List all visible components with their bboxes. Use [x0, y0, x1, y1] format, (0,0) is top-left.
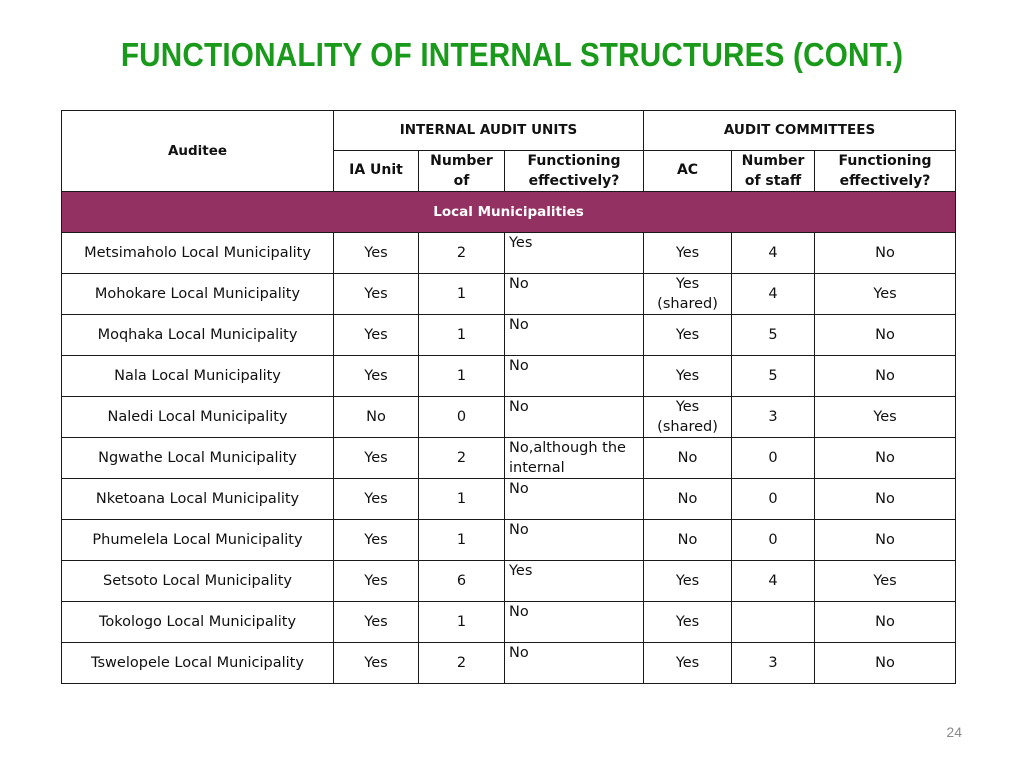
cell-ia-unit: [334, 479, 419, 520]
cell-ia-functioning: [505, 315, 644, 356]
ac-value: Yes: [675, 655, 700, 671]
ac-functioning-value: No: [875, 327, 895, 343]
cell-ac: [644, 356, 732, 397]
ac-number-value: 0: [768, 450, 778, 466]
ia-unit-value: Yes: [364, 327, 388, 343]
cell-ia-unit: [334, 233, 419, 274]
cell-ac: [644, 479, 732, 520]
auditee-name: Metsimaholo Local Municipality: [84, 245, 311, 261]
header-auditee: Auditee: [62, 111, 334, 192]
ac-functioning-value: No: [875, 245, 895, 261]
cell-ac-functioning: [815, 479, 956, 520]
ac-number-value: 3: [768, 655, 778, 671]
ac-value: Yes: [675, 368, 700, 384]
ia-functioning-value: No,although the internal: [509, 440, 626, 476]
table-row: [62, 643, 956, 684]
cell-ac: [644, 561, 732, 602]
cell-auditee: [62, 315, 334, 356]
ia-unit-value: No: [366, 409, 386, 425]
cell-auditee: [62, 397, 334, 438]
ia-number-value: 2: [456, 450, 467, 466]
ac-number-value: 5: [768, 327, 778, 343]
cell-ac-functioning: [815, 438, 956, 479]
ac-functioning-value: No: [875, 655, 895, 671]
ac-number-value: 0: [768, 491, 778, 507]
header-ia-number-text: Number of: [430, 153, 493, 189]
ac-value: Yes: [675, 245, 700, 261]
auditee-name: Tswelopele Local Municipality: [91, 655, 304, 671]
cell-ia-unit: [334, 561, 419, 602]
ac-functioning-value: Yes: [873, 573, 897, 589]
ac-value: No: [677, 532, 698, 548]
cell-ac: [644, 397, 732, 438]
ia-number-value: 6: [456, 573, 467, 589]
ac-value: Yes: [675, 614, 700, 630]
cell-ac-number: [732, 479, 815, 520]
ac-functioning-value: No: [875, 368, 895, 384]
ac-functioning-value: Yes: [873, 286, 897, 302]
cell-ia-number: [419, 438, 505, 479]
header-ac-functioning-text: Functioning effectively?: [838, 153, 932, 189]
cell-ia-functioning: [505, 643, 644, 684]
ia-functioning-value: No: [509, 317, 529, 333]
cell-ia-unit: [334, 315, 419, 356]
cell-ia-number: [419, 520, 505, 561]
cell-ac-number: [732, 233, 815, 274]
auditee-name: Tokologo Local Municipality: [98, 614, 297, 630]
ac-functioning-value: No: [875, 491, 895, 507]
ac-value: No: [677, 491, 698, 507]
ia-functioning-value: No: [509, 604, 529, 620]
header-ia-number: [419, 151, 505, 192]
cell-ia-number: [419, 643, 505, 684]
cell-auditee: [62, 438, 334, 479]
ac-number-value: 4: [768, 286, 778, 302]
cell-ia-unit: [334, 520, 419, 561]
cell-ia-number: [419, 274, 505, 315]
cell-ac: [644, 233, 732, 274]
ia-number-value: 1: [456, 491, 467, 507]
ac-functioning-value: No: [875, 532, 895, 548]
ia-unit-value: Yes: [364, 368, 388, 384]
ac-number-value: 4: [768, 573, 778, 589]
cell-ac-functioning: [815, 233, 956, 274]
table-row: [62, 479, 956, 520]
cell-ia-number: [419, 397, 505, 438]
cell-ia-unit: [334, 356, 419, 397]
auditee-name: Nketoana Local Municipality: [95, 491, 300, 507]
cell-ac-functioning: [815, 643, 956, 684]
ia-unit-value: Yes: [364, 491, 388, 507]
cell-ia-functioning: [505, 602, 644, 643]
auditee-name: Naledi Local Municipality: [107, 409, 288, 425]
table-row: [62, 438, 956, 479]
cell-ia-unit: [334, 643, 419, 684]
cell-ac-functioning: [815, 356, 956, 397]
cell-ac-number: [732, 438, 815, 479]
auditee-name: Setsoto Local Municipality: [103, 573, 292, 589]
cell-auditee: [62, 520, 334, 561]
cell-ac: [644, 315, 732, 356]
ia-number-value: 0: [456, 409, 467, 425]
ac-number-value: 5: [768, 368, 778, 384]
table-row: [62, 233, 956, 274]
table-row: [62, 274, 956, 315]
ac-functioning-value: No: [875, 614, 895, 630]
cell-ia-functioning: [505, 438, 644, 479]
cell-ia-functioning: [505, 356, 644, 397]
ia-number-value: 1: [456, 327, 467, 343]
ac-value: Yes: [675, 327, 700, 343]
cell-ia-unit: [334, 438, 419, 479]
ac-value: Yes (shared): [657, 399, 718, 435]
cell-auditee: [62, 233, 334, 274]
header-ac: AC: [644, 151, 732, 192]
ia-unit-value: Yes: [364, 532, 388, 548]
ac-functioning-value: Yes: [873, 409, 897, 425]
page-number: 24: [946, 724, 962, 740]
cell-auditee: [62, 274, 334, 315]
ac-number-value: 3: [768, 409, 778, 425]
cell-ac-functioning: [815, 520, 956, 561]
audit-structures-table: [61, 110, 956, 684]
cell-ia-functioning: [505, 479, 644, 520]
table-row: [62, 561, 956, 602]
cell-auditee: [62, 356, 334, 397]
auditee-name: Mohokare Local Municipality: [94, 286, 301, 302]
cell-ac: [644, 274, 732, 315]
cell-ac-functioning: [815, 561, 956, 602]
ia-functioning-value: No: [509, 276, 529, 292]
header-internal-audit-units: INTERNAL AUDIT UNITS: [334, 111, 644, 151]
cell-auditee: [62, 643, 334, 684]
table-row: [62, 520, 956, 561]
ia-unit-value: Yes: [364, 450, 388, 466]
cell-ia-functioning: [505, 233, 644, 274]
auditee-name: Ngwathe Local Municipality: [98, 450, 297, 466]
section-label: Local Municipalities: [62, 192, 956, 233]
ia-unit-value: Yes: [364, 245, 388, 261]
cell-ac-functioning: [815, 315, 956, 356]
ia-unit-value: Yes: [364, 614, 388, 630]
ac-value: No: [677, 450, 698, 466]
cell-ia-unit: [334, 397, 419, 438]
cell-ia-number: [419, 602, 505, 643]
ac-value: Yes: [675, 573, 700, 589]
ia-functioning-value: Yes: [509, 235, 533, 251]
header-audit-committees: AUDIT COMMITTEES: [644, 111, 956, 151]
ia-number-value: 2: [456, 245, 467, 261]
header-ac-functioning: [815, 151, 956, 192]
ac-value: Yes (shared): [657, 276, 718, 312]
ac-number-value: 4: [768, 245, 778, 261]
cell-ia-functioning: [505, 397, 644, 438]
header-ia-unit: IA Unit: [334, 151, 419, 192]
header-row-groups: [62, 111, 956, 151]
cell-ac-number: [732, 397, 815, 438]
ia-functioning-value: No: [509, 522, 529, 538]
cell-ac: [644, 520, 732, 561]
cell-ac-number: [732, 315, 815, 356]
ia-unit-value: Yes: [364, 655, 388, 671]
cell-ac-number: [732, 520, 815, 561]
cell-ac-number: [732, 602, 815, 643]
cell-ac: [644, 602, 732, 643]
header-ac-number-text: Number of staff: [741, 153, 805, 189]
cell-ac-number: [732, 643, 815, 684]
cell-ia-number: [419, 561, 505, 602]
auditee-name: Moqhaka Local Municipality: [97, 327, 298, 343]
cell-ac-number: [732, 274, 815, 315]
cell-ia-functioning: [505, 561, 644, 602]
cell-auditee: [62, 561, 334, 602]
ia-number-value: 2: [456, 655, 467, 671]
ac-functioning-value: No: [875, 450, 895, 466]
ia-number-value: 1: [456, 532, 467, 548]
cell-ia-unit: [334, 274, 419, 315]
cell-ia-number: [419, 315, 505, 356]
ia-number-value: 1: [456, 614, 467, 630]
auditee-name: Nala Local Municipality: [114, 368, 281, 384]
table-row: [62, 315, 956, 356]
ia-functioning-value: Yes: [509, 563, 533, 579]
cell-ia-unit: [334, 602, 419, 643]
ia-number-value: 1: [456, 368, 467, 384]
cell-ac-number: [732, 356, 815, 397]
table-row: [62, 397, 956, 438]
table-row: [62, 602, 956, 643]
header-ia-functioning: [505, 151, 644, 192]
header-ac-number: [732, 151, 815, 192]
slide-title: FUNCTIONALITY OF INTERNAL STRUCTURES (CONT.): [120, 36, 904, 73]
cell-ia-functioning: [505, 520, 644, 561]
cell-ia-functioning: [505, 274, 644, 315]
ia-number-value: 1: [456, 286, 467, 302]
cell-ia-number: [419, 233, 505, 274]
cell-auditee: [62, 479, 334, 520]
cell-ac-functioning: [815, 602, 956, 643]
section-band: [62, 192, 956, 233]
ia-functioning-value: No: [509, 481, 529, 497]
auditee-name: Phumelela Local Municipality: [92, 532, 303, 548]
table-row: [62, 356, 956, 397]
cell-ac-functioning: [815, 397, 956, 438]
ia-unit-value: Yes: [364, 573, 388, 589]
header-ia-functioning-text: Functioning effectively?: [527, 153, 621, 189]
cell-ia-number: [419, 479, 505, 520]
ia-unit-value: Yes: [364, 286, 388, 302]
ia-functioning-value: No: [509, 399, 529, 415]
cell-auditee: [62, 602, 334, 643]
cell-ac-number: [732, 561, 815, 602]
cell-ia-number: [419, 356, 505, 397]
ia-functioning-value: No: [509, 358, 529, 374]
cell-ac: [644, 438, 732, 479]
ac-number-value: 0: [768, 532, 778, 548]
cell-ac: [644, 643, 732, 684]
cell-ac-functioning: [815, 274, 956, 315]
ia-functioning-value: No: [509, 645, 529, 661]
